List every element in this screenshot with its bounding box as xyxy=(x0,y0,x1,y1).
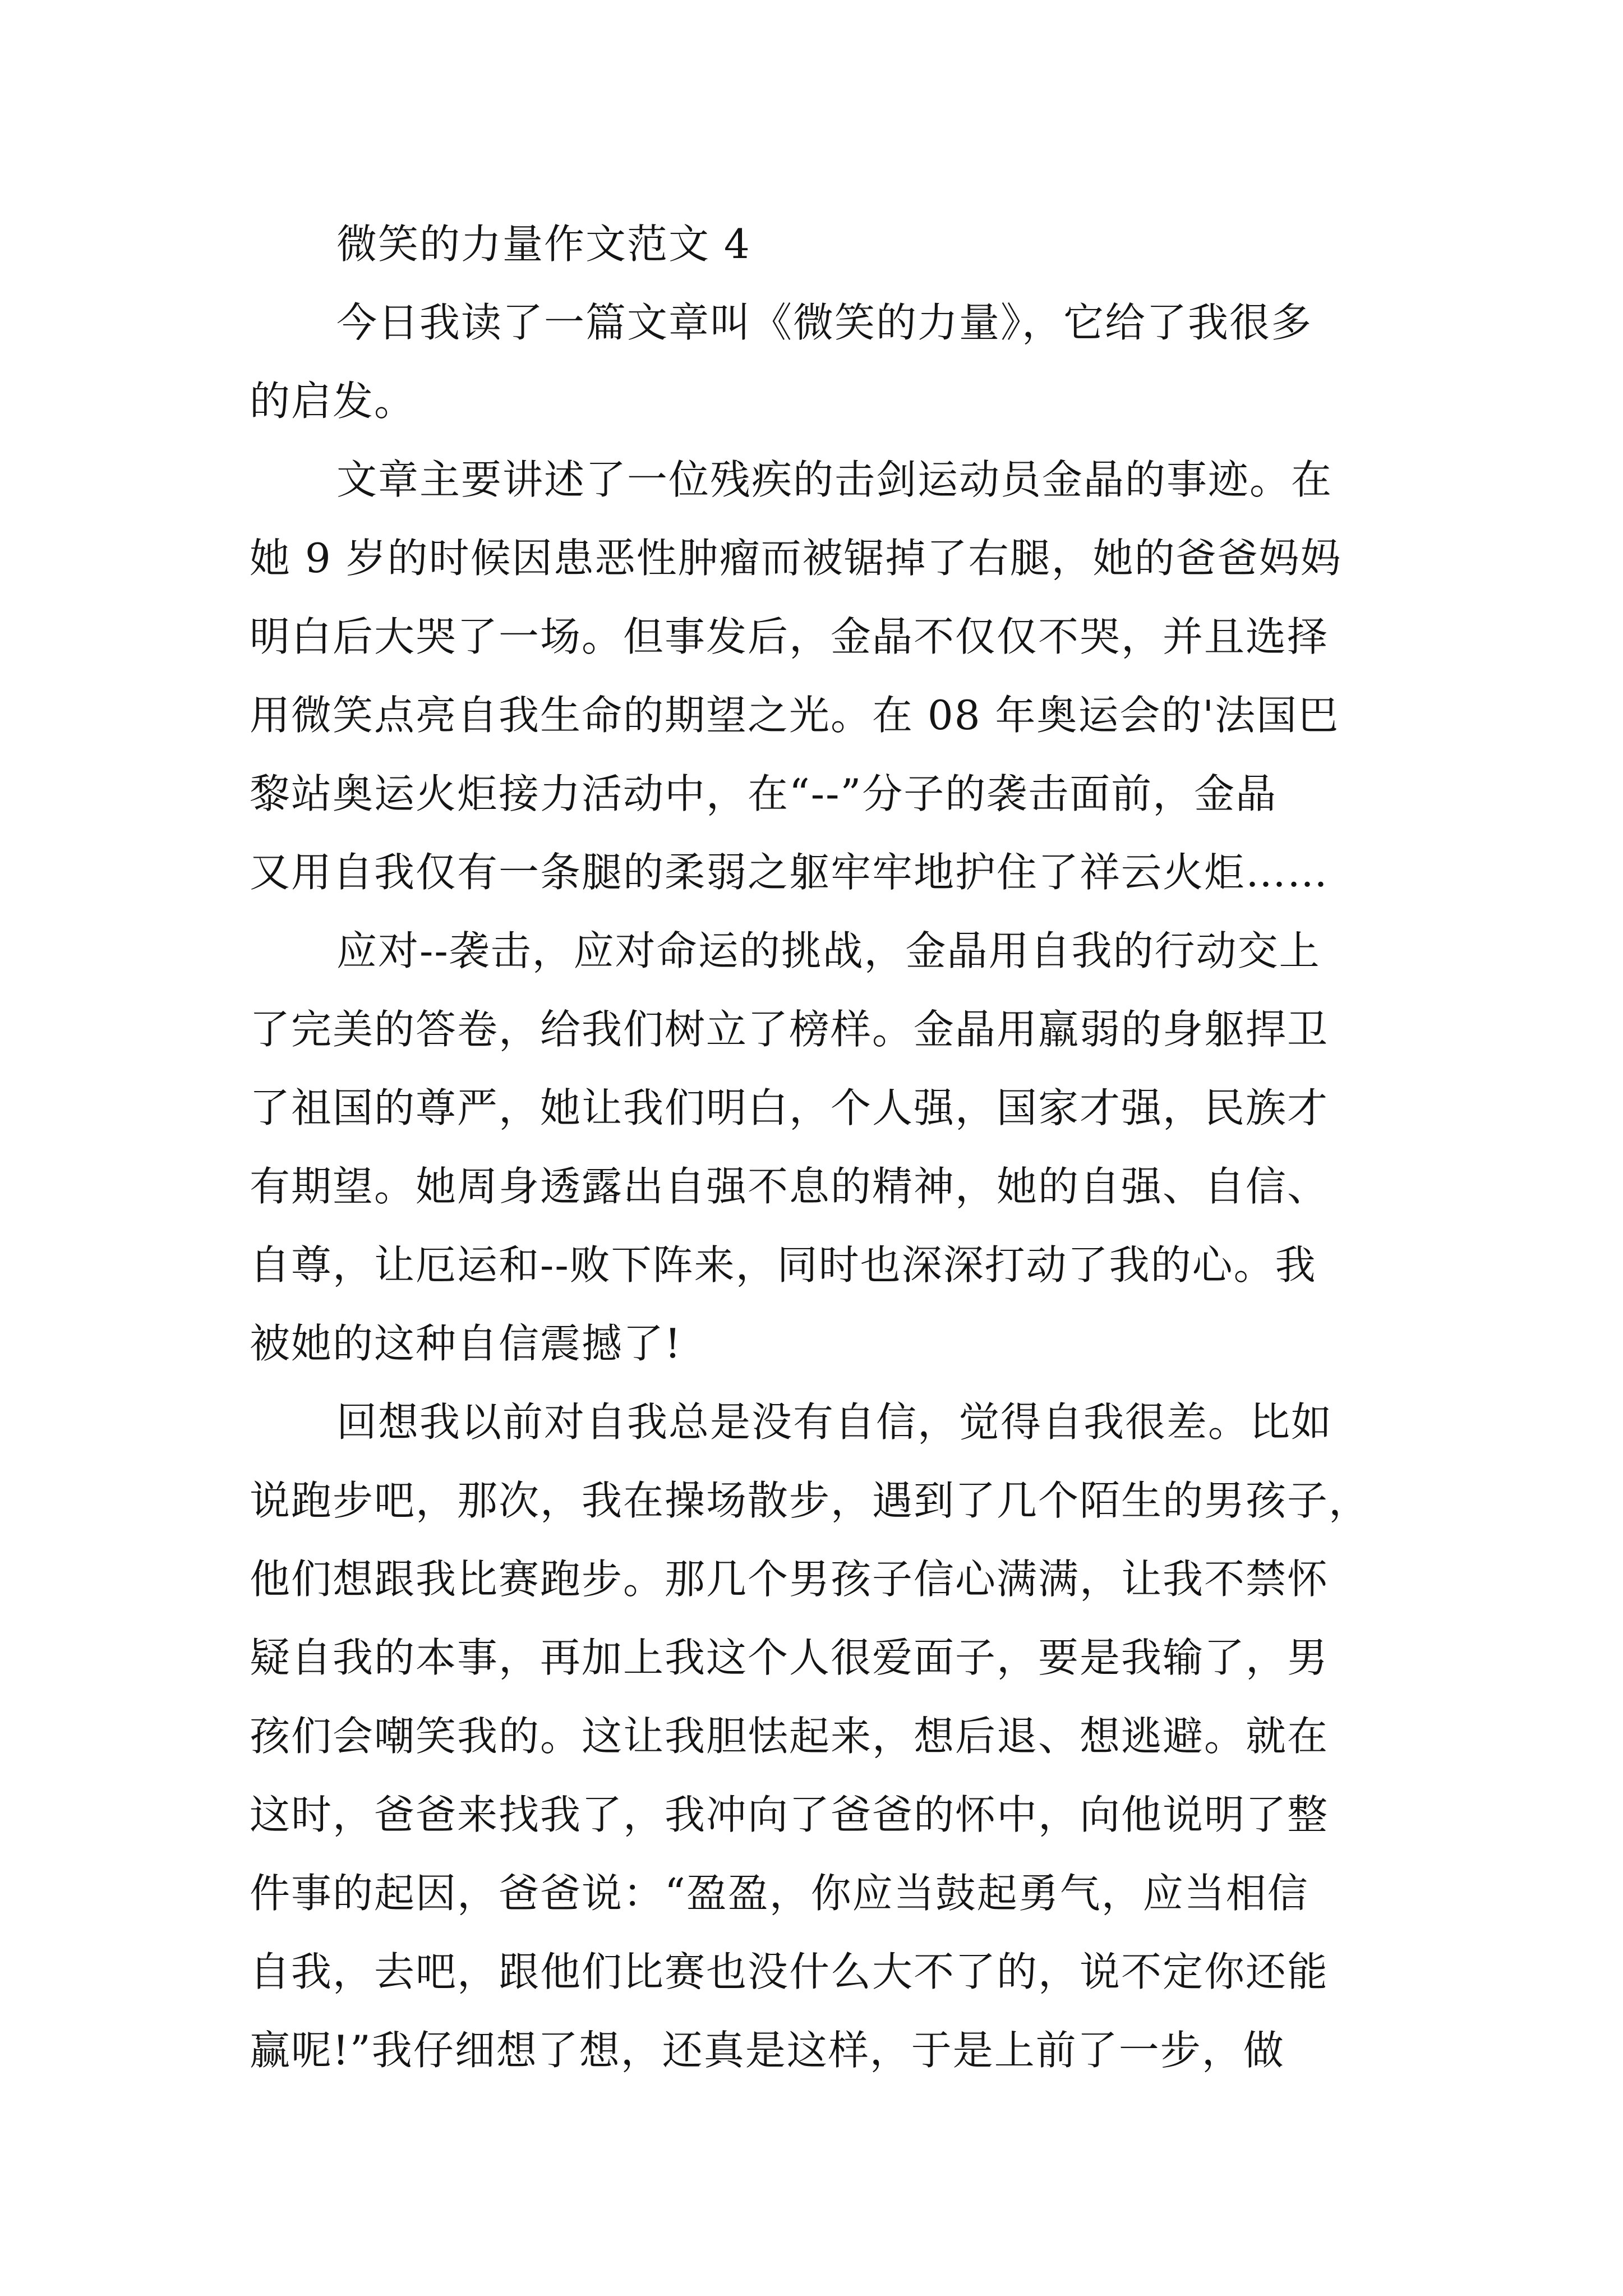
document-title: 微笑的力量作文范文 4 xyxy=(336,220,751,268)
text-line: 赢呢!”我仔细想了想，还真是这样，于是上前了一步，做 xyxy=(250,2027,1285,2074)
text-line: 回想我以前对自我总是没有自信，觉得自我很差。比如 xyxy=(336,1398,1333,1446)
text-line: 用微笑点亮自我生命的期望之光。在 08 年奥运会的'法国巴 xyxy=(250,692,1340,739)
text-line: 孩们会嘲笑我的。这让我胆怯起来，想后退、想逃避。就在 xyxy=(250,1713,1329,1760)
text-line: 他们想跟我比赛跑步。那几个男孩子信心满满，让我不禁怀 xyxy=(250,1556,1329,1603)
text-line: 今日我读了一篇文章叫《微笑的力量》，它给了我很多 xyxy=(336,299,1313,346)
text-line: 了完美的答卷，给我们树立了榜样。金晶用羸弱的身躯捍卫 xyxy=(250,1006,1329,1053)
text-line: 的启发。 xyxy=(250,378,416,425)
text-line: 黎站奥运火炬接力活动中，在“--”分子的袭击面前，金晶 xyxy=(250,770,1278,817)
text-line: 件事的起因，爸爸说：“盈盈，你应当鼓起勇气，应当相信 xyxy=(250,1870,1309,1917)
text-line: 又用自我仅有一条腿的柔弱之躯牢牢地护住了祥云火炬…… xyxy=(250,849,1329,896)
text-line: 说跑步吧，那次，我在操场散步，遇到了几个陌生的男孩子， xyxy=(250,1477,1371,1524)
text-line: 被她的这种自信震撼了! xyxy=(250,1320,682,1367)
text-line: 了祖国的尊严，她让我们明白，个人强，国家才强，民族才 xyxy=(250,1084,1329,1131)
text-line: 这时，爸爸来找我了，我冲向了爸爸的怀中，向他说明了整 xyxy=(250,1791,1329,1838)
text-line: 有期望。她周身透露出自强不息的精神，她的自强、自信、 xyxy=(250,1163,1329,1210)
text-line: 明白后大哭了一场。但事发后，金晶不仅仅不哭，并且选择 xyxy=(250,613,1329,660)
text-line: 自我，去吧，跟他们比赛也没什么大不了的，说不定你还能 xyxy=(250,1948,1329,1995)
text-line: 文章主要讲述了一位残疾的击剑运动员金晶的事迹。在 xyxy=(336,456,1333,503)
text-line: 应对--袭击，应对命运的挑战，金晶用自我的行动交上 xyxy=(336,927,1321,974)
text-line: 自尊，让厄运和--败下阵来，同时也深深打动了我的心。我 xyxy=(250,1241,1317,1289)
text-line: 疑自我的本事，再加上我这个人很爱面子，要是我输了，男 xyxy=(250,1634,1329,1681)
text-line: 她 9 岁的时候因患恶性肿瘤而被锯掉了右腿，她的爸爸妈妈 xyxy=(250,535,1342,582)
